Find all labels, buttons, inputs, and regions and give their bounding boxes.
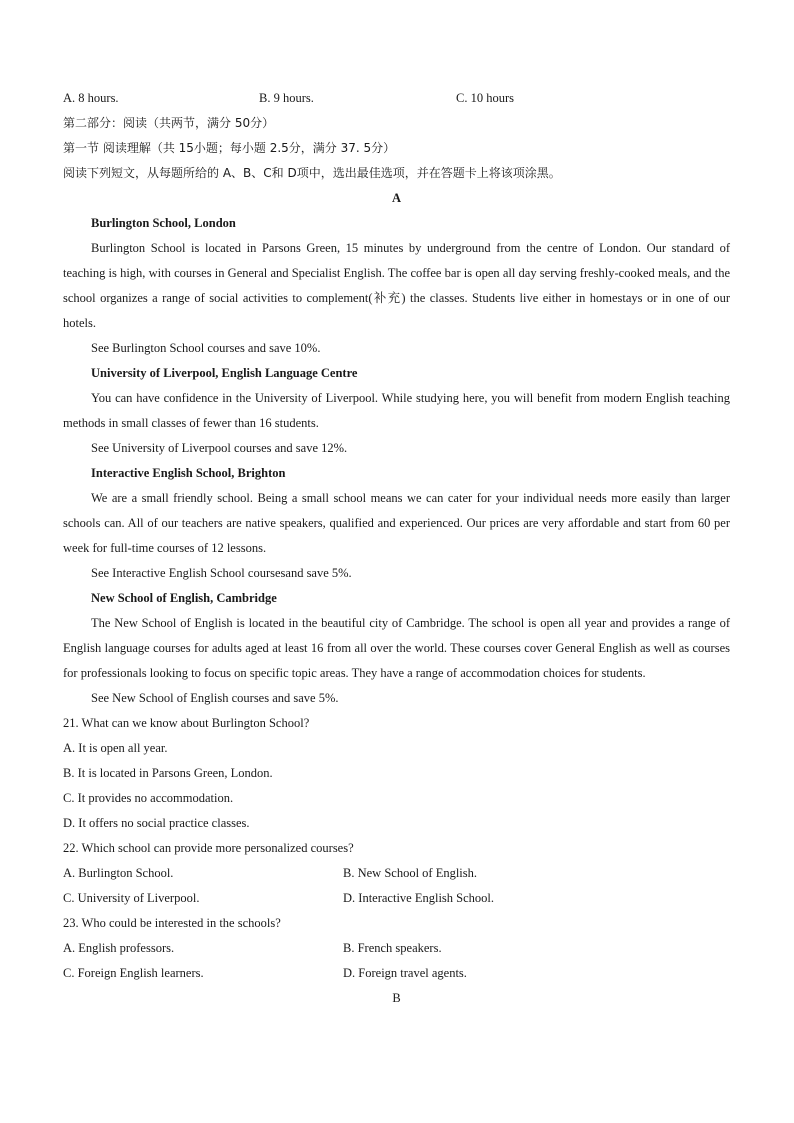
option-row <box>63 936 730 961</box>
school-description: Burlington School is located in Parsons Green, 15 minutes by underground from the centre of London. Our standard of teaching is high, with courses in General and Specialist English. The coffee bar is open all day serving freshly-cooked meals, and the school organizes a range of social activities to complement(补充) the classes. Students live either in homestays or in one of our hotels. <box>63 241 730 330</box>
school-offer: See New School of English courses and save 5%. <box>91 691 339 705</box>
option-d: D. Interactive English School. <box>343 891 495 905</box>
exam-page <box>63 86 730 1011</box>
school-description: You can have confidence in the University of Liverpool. While studying here, you will benefit from modern English teaching methods in small classes of fewer than 16 students. <box>63 391 730 430</box>
school-description: The New School of English is located in the beautiful city of Cambridge. The school is open all year and provides a range of English language courses for adults aged at least 16 from all over the world. These courses cover General English as well as courses for professionals looking to focus on specific topic areas. They have a range of accommodation choices for students. <box>63 616 730 680</box>
option-b: B. It is located in Parsons Green, London. <box>63 766 273 780</box>
section-title: 第二部分：阅读（共两节，满分 50分） <box>63 116 275 130</box>
school-offer: See Interactive English School coursesand save 5%. <box>91 566 352 580</box>
school-burlington <box>63 211 730 361</box>
school-offer: See Burlington School courses and save 10%. <box>91 341 321 355</box>
option-a: A. It is open all year. <box>63 741 168 755</box>
option-row <box>63 961 730 986</box>
subsection-title: 第一节 阅读理解（共 15小题；每小题 2.5分，满分 37. 5分） <box>63 141 396 155</box>
question-stem: 23. Who could be interested in the schools? <box>63 916 281 930</box>
passage-a-label: A <box>391 191 402 205</box>
option-a: A. 8 hours. <box>63 91 119 105</box>
option-b: B. New School of English. <box>343 866 478 880</box>
option-row <box>63 861 730 886</box>
school-name: University of Liverpool, English Language Centre <box>91 366 358 380</box>
question-22 <box>63 836 730 911</box>
option-a: A. English professors. <box>63 941 175 955</box>
option-d: D. It offers no social practice classes. <box>63 816 250 830</box>
school-name: New School of English, Cambridge <box>91 591 277 605</box>
school-interactive-english <box>63 461 730 586</box>
question-23 <box>63 911 730 986</box>
question-21 <box>63 711 730 836</box>
option-a: A. Burlington School. <box>63 866 174 880</box>
school-description: We are a small friendly school. Being a small school means we can cater for your individual needs more easily than larger schools can. All of our teachers are native speakers, qualified and experienced. Our prices are very affordable and start from 60 per week for full-time courses of 12 lessons. <box>63 491 730 555</box>
option-b: B. 9 hours. <box>259 91 314 105</box>
option-c: C. It provides no accommodation. <box>63 791 234 805</box>
school-offer: See University of Liverpool courses and save 12%. <box>91 441 348 455</box>
school-name: Interactive English School, Brighton <box>91 466 286 480</box>
option-c: C. Foreign English learners. <box>63 966 204 980</box>
instructions: 阅读下列短文，从每题所给的 A、B、C和 D项中，选出最佳选项，并在答题卡上将该项涂黑。 <box>63 166 561 180</box>
option-c: C. 10 hours <box>456 91 514 105</box>
option-row <box>63 886 730 911</box>
school-name: Burlington School, London <box>91 216 236 230</box>
question-stem: 22. Which school can provide more personalized courses? <box>63 841 354 855</box>
previous-question-options <box>63 86 730 111</box>
school-new-school-cambridge <box>63 586 730 711</box>
option-b: B. French speakers. <box>343 941 442 955</box>
question-stem: 21. What can we know about Burlington School? <box>63 716 310 730</box>
passage-b-label: B <box>392 991 401 1005</box>
school-liverpool <box>63 361 730 461</box>
option-c: C. University of Liverpool. <box>63 891 200 905</box>
option-d: D. Foreign travel agents. <box>343 966 467 980</box>
